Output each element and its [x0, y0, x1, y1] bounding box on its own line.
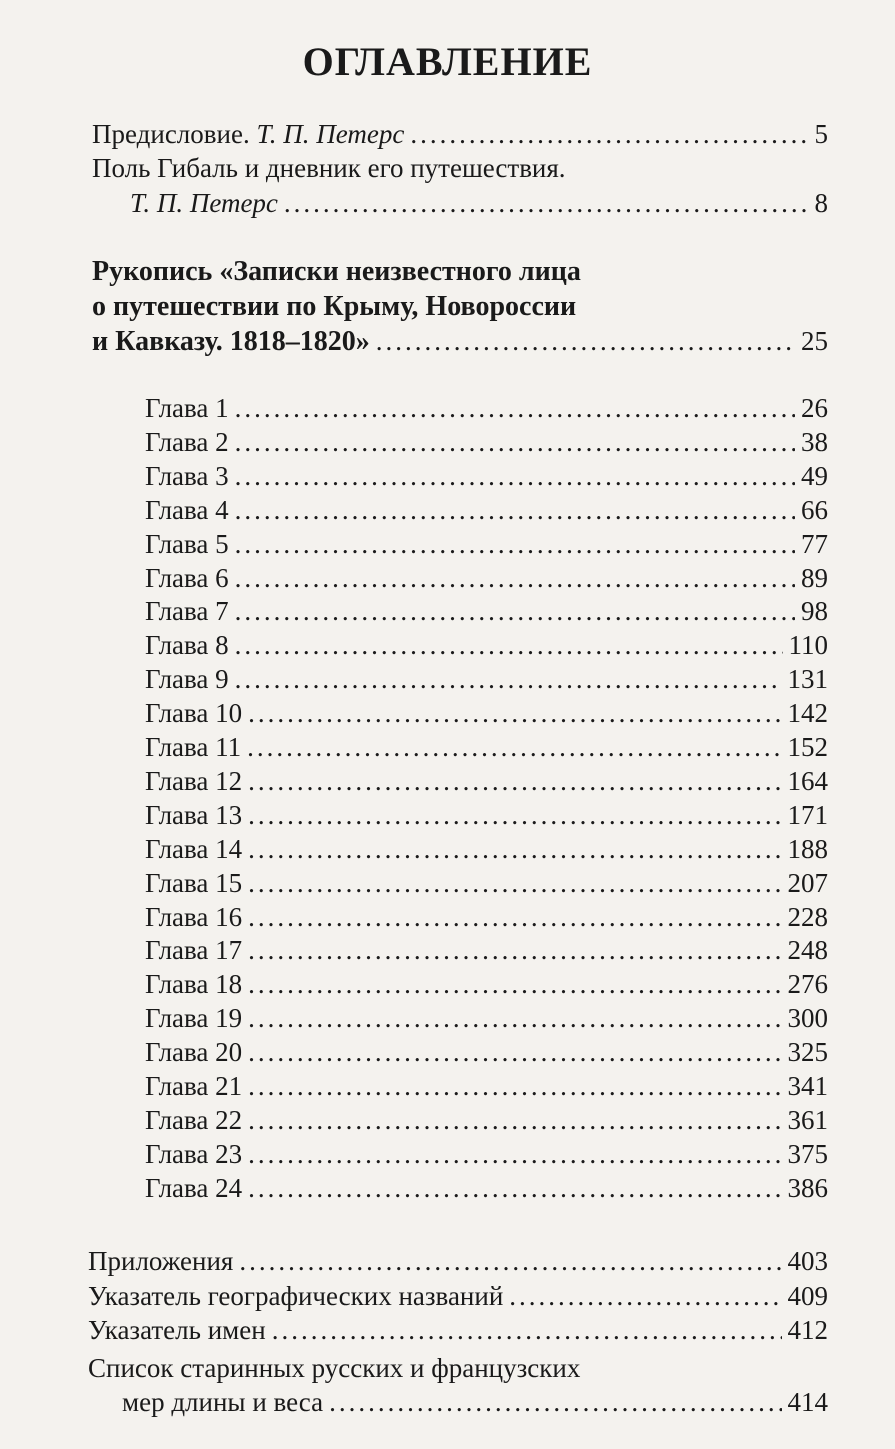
toc-entry-chapter[interactable]: [145, 730, 828, 764]
entry-label: Глава 16: [145, 901, 243, 932]
entry-label: Глава 5: [145, 528, 229, 559]
page-number: 8: [814, 188, 828, 218]
page-number: 26: [801, 393, 828, 423]
toc-entry-appendix[interactable]: [88, 1279, 828, 1313]
page-number: 276: [787, 969, 828, 1000]
dot-leader: [248, 1137, 781, 1171]
entry-label: Глава 18: [145, 969, 243, 1000]
toc-entry-chapter[interactable]: [145, 1137, 828, 1171]
entry-label: Глава 24: [145, 1172, 243, 1203]
dot-leader: [248, 1103, 781, 1137]
dot-leader: [239, 1244, 781, 1278]
dot-leader: [235, 561, 795, 595]
page-number: 414: [787, 1387, 828, 1417]
page-number: 375: [787, 1138, 828, 1169]
dot-leader: [235, 527, 795, 561]
toc-entry-chapter[interactable]: [145, 1171, 828, 1205]
toc-entry-chapter[interactable]: [145, 696, 828, 730]
manuscript-title-line: Рукопись «Записки неизвестного лица: [92, 256, 581, 287]
entry-label: Приложения: [88, 1246, 234, 1276]
page-number: 386: [787, 1172, 828, 1203]
toc-entry-chapter[interactable]: [145, 459, 828, 493]
toc-entry-chapter[interactable]: [145, 832, 828, 866]
page-number: 77: [801, 528, 828, 559]
dot-leader: [272, 1313, 782, 1347]
toc-entry-chapter[interactable]: [145, 1001, 828, 1035]
entry-label: Глава 11: [145, 732, 242, 762]
page-number: 49: [801, 460, 828, 491]
page-number: 98: [801, 596, 828, 627]
page-number: 89: [801, 562, 828, 593]
page-number: 5: [814, 119, 828, 149]
dot-leader: [235, 459, 795, 493]
page-number: 25: [801, 326, 828, 356]
page-number: 325: [787, 1037, 828, 1068]
dot-leader: [248, 967, 781, 1001]
page-number: 300: [787, 1003, 828, 1034]
entry-label: Предисловие.: [92, 119, 250, 149]
entry-label: Указатель географических названий: [88, 1281, 504, 1311]
entry-label: Поль Гибаль и дневник его путешествия.: [92, 153, 566, 183]
dot-leader: [248, 1001, 781, 1035]
toc-entry-chapter[interactable]: [145, 594, 828, 628]
toc-entry-chapter[interactable]: [145, 1069, 828, 1103]
dot-leader: [509, 1279, 781, 1313]
entry-label: Глава 14: [145, 833, 243, 864]
toc-entry-chapter[interactable]: [145, 561, 828, 595]
entry-label: Глава 23: [145, 1138, 243, 1169]
entry-label: Глава 17: [145, 935, 243, 966]
dot-leader: [410, 117, 808, 151]
toc-entry-manuscript[interactable]: [92, 324, 828, 359]
entry-label: Глава 10: [145, 698, 243, 729]
entry-label: Глава 1: [145, 393, 229, 423]
page-title: ОГЛАВЛЕНИЕ: [302, 39, 593, 84]
dot-leader: [235, 628, 783, 662]
toc-entry-chapter[interactable]: [145, 425, 828, 459]
page-number: 403: [787, 1246, 828, 1276]
toc-entry-chapter[interactable]: [145, 527, 828, 561]
entry-label: Глава 4: [145, 494, 229, 525]
toc-entry-chapter[interactable]: [145, 764, 828, 798]
toc-entry-gibal[interactable]: [130, 186, 828, 220]
entry-label: Указатель имен: [88, 1315, 266, 1345]
entry-label: Список старинных русских и французских: [88, 1353, 581, 1383]
dot-leader: [248, 696, 781, 730]
toc-entry-appendix[interactable]: [88, 1313, 828, 1347]
entry-label: Глава 7: [145, 596, 229, 627]
dot-leader: [248, 764, 781, 798]
dot-leader: [235, 662, 782, 696]
toc-entry-chapter[interactable]: [145, 391, 828, 425]
dot-leader: [235, 594, 795, 628]
entry-label: Глава 13: [145, 799, 243, 830]
toc-entry-chapter[interactable]: [145, 493, 828, 527]
entry-label: Глава 2: [145, 426, 229, 457]
toc-entry-preface[interactable]: [92, 117, 828, 151]
page-number: 228: [787, 901, 828, 932]
toc-entry-chapter[interactable]: [145, 1103, 828, 1137]
entry-label: Глава 21: [145, 1071, 243, 1101]
entry-label: мер длины и веса: [122, 1387, 324, 1417]
entry-label: Глава 20: [145, 1037, 243, 1068]
page-number: 188: [787, 833, 828, 864]
toc-entry-chapter[interactable]: [145, 866, 828, 900]
manuscript-title-line: о путешествии по Крыму, Новороссии: [92, 291, 577, 322]
toc-entry-chapter[interactable]: [145, 798, 828, 832]
page-number: 152: [787, 732, 828, 762]
dot-leader: [248, 900, 781, 934]
dot-leader: [235, 425, 795, 459]
dot-leader: [235, 493, 795, 527]
dot-leader: [376, 324, 795, 358]
dot-leader: [247, 730, 781, 764]
entry-label: Глава 19: [145, 1003, 243, 1034]
page-number: 131: [787, 664, 828, 695]
page-number: 412: [787, 1315, 828, 1345]
toc-entry-chapter[interactable]: [145, 628, 828, 662]
dot-leader: [284, 186, 809, 220]
page-number: 171: [787, 799, 828, 830]
toc-entry-chapter[interactable]: [145, 1035, 828, 1069]
page-number: 409: [787, 1281, 828, 1311]
dot-leader: [248, 798, 781, 832]
entry-author: Т. П. Петерс: [130, 188, 278, 218]
page-number: 142: [787, 698, 828, 729]
entry-author: Т. П. Петерс: [256, 119, 405, 149]
entry-label: Глава 22: [145, 1104, 243, 1135]
page-number: 207: [787, 867, 828, 898]
page-number: 66: [801, 494, 828, 525]
entry-label: Глава 6: [145, 562, 229, 593]
toc-entry-measures[interactable]: [122, 1385, 828, 1419]
entry-label: Глава 8: [145, 630, 229, 661]
toc-entry-appendix[interactable]: [88, 1244, 828, 1278]
toc-entry-chapter[interactable]: [145, 967, 828, 1001]
entry-label: Глава 3: [145, 460, 229, 491]
dot-leader: [248, 1171, 781, 1205]
dot-leader: [248, 832, 781, 866]
dot-leader: [248, 1035, 781, 1069]
dot-leader: [248, 933, 781, 967]
toc-entry-chapter[interactable]: [145, 933, 828, 967]
toc-entry-chapter[interactable]: [145, 900, 828, 934]
dot-leader: [248, 866, 781, 900]
toc-entry-chapter[interactable]: [145, 662, 828, 696]
page-number: 164: [787, 765, 828, 796]
page-number: 361: [787, 1104, 828, 1135]
entry-label: Глава 9: [145, 664, 229, 695]
page-number: 341: [787, 1071, 828, 1101]
manuscript-title-line: и Кавказу. 1818–1820»: [92, 326, 370, 357]
dot-leader: [329, 1385, 781, 1419]
dot-leader: [248, 1069, 781, 1103]
entry-label: Глава 12: [145, 765, 243, 796]
page-number: 110: [788, 630, 828, 661]
page-number: 38: [801, 426, 828, 457]
page-number: 248: [787, 935, 828, 966]
entry-label: Глава 15: [145, 867, 243, 898]
dot-leader: [235, 391, 795, 425]
